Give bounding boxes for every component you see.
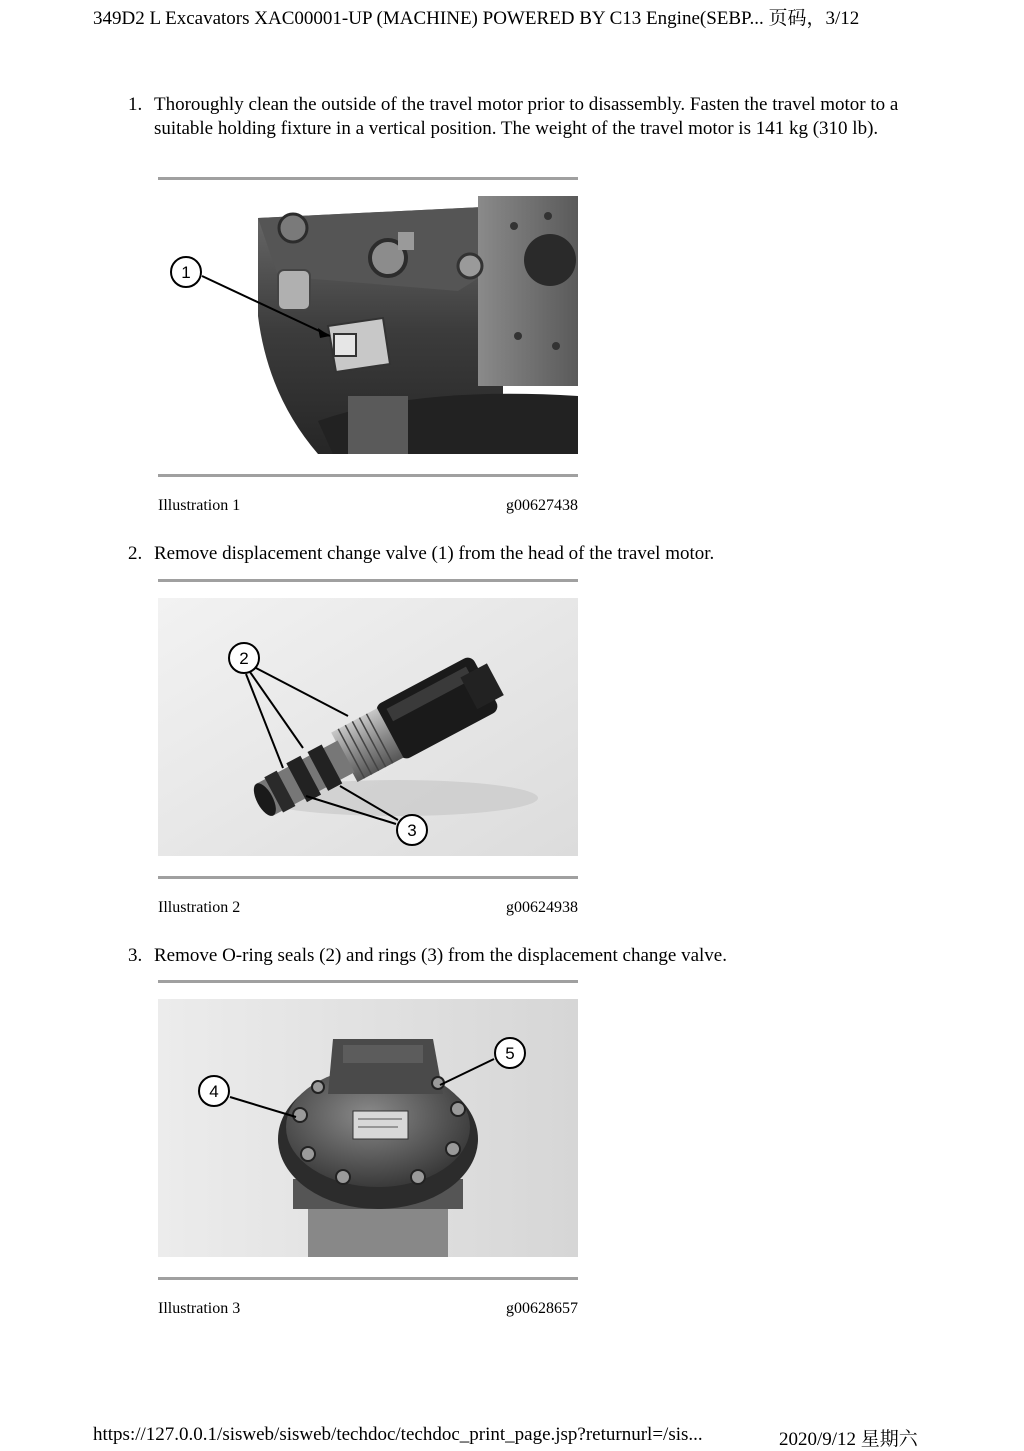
callout-5: 5 [505,1044,515,1063]
callout-4: 4 [209,1082,219,1101]
figure-bottom-rule [158,876,578,879]
step-text: Remove O-ring seals (2) and rings (3) from the displacement change valve. [154,945,727,966]
callout-3: 3 [407,821,417,840]
figure-label: Illustration 1 [158,497,241,514]
figure-bottom-rule [158,474,578,477]
footer-url: https://127.0.0.1/sisweb/sisweb/techdoc/techdoc_print_page.jsp?returnurl=/sis... [93,1424,703,1445]
figure-ref: g00624938 [506,899,578,916]
figure-ref: g00628657 [506,1300,578,1317]
figure-top-rule [158,980,578,983]
step-number: 3. [128,945,143,966]
illustration-2 [158,579,578,919]
figure-bottom-rule [158,1277,578,1280]
footer-date: 2020/9/12 星期六 [779,1429,918,1450]
step-2 [128,542,908,566]
figure-label: Illustration 3 [158,1300,241,1317]
callout-2: 2 [239,649,249,668]
illustration-1 [158,177,578,517]
step-3 [128,944,908,968]
step-1 [128,93,908,141]
step-number: 1. [128,94,143,115]
figure-caption [158,1300,578,1320]
step-number: 2. [128,543,143,564]
figure-label: Illustration 2 [158,899,241,916]
travel-motor-top-photo [158,999,578,1257]
step-text: Thoroughly clean the outside of the travel motor prior to disassembly. Fasten the travel motor to a suitable holding fixture in a vertical position. The weight of the travel motor is 141 kg (310 lb). [154,94,899,139]
callout-1: 1 [181,263,191,282]
figure-top-rule [158,579,578,582]
step-text: Remove displacement change valve (1) from the head of the travel motor. [154,543,715,564]
figure-caption [158,497,578,517]
illustration-3 [158,980,578,1320]
travel-motor-head-photo [158,196,578,454]
figure-caption [158,899,578,919]
displacement-valve-photo [158,598,578,856]
figure-top-rule [158,177,578,180]
figure-ref: g00627438 [506,497,578,514]
page-header: 349D2 L Excavators XAC00001-UP (MACHINE) POWERED BY C13 Engine(SEBP... 页码，3/12 [93,8,860,29]
